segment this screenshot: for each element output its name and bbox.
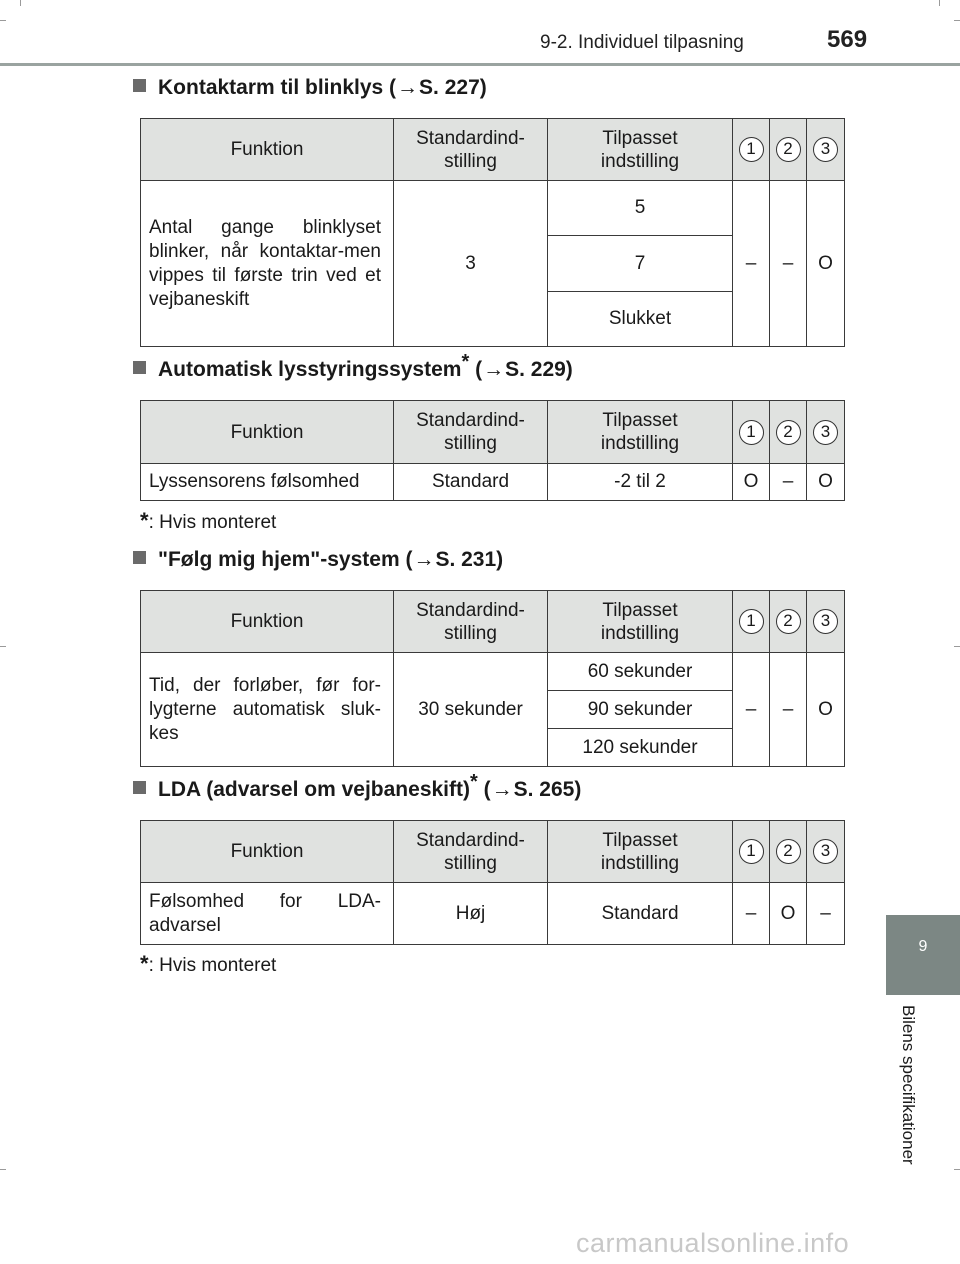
function-cell: Antal gange blinklyset blinker, når kontaktar-men vippes til første trin ved et vejbaneskift [141,181,394,347]
crop-mark [954,20,960,21]
circle-3-icon: 3 [813,609,838,634]
option-cell: 5 [548,181,733,236]
circle-2-icon: 2 [776,420,801,445]
crop-mark [0,20,6,21]
mark-cell: – [770,181,807,347]
option-cell: 90 sekunder [548,691,733,729]
footnote [140,951,276,977]
chapter-label [878,1005,938,1195]
function-cell: Lyssensorens følsomhed [141,464,394,501]
arrow-icon: → [397,76,419,99]
circle-1-icon: 1 [739,420,764,445]
mark-cell: O [770,883,807,945]
heading-title: LDA (advarsel om vejbaneskift) [158,778,470,801]
header-function: Funktion [141,821,394,883]
table-header-row [141,591,845,653]
section-heading [133,548,503,572]
header-function: Funktion [141,591,394,653]
table-header-row [141,821,845,883]
table-row [141,181,845,236]
header-col3 [807,821,845,883]
heading-title: Kontaktarm til blinklys ( [158,76,397,99]
circle-1-icon: 1 [739,839,764,864]
asterisk-mark: * [461,351,470,373]
option-cell: 60 sekunder [548,653,733,691]
arrow-icon: → [483,358,505,381]
bullet-square-icon [133,361,146,374]
mark-cell: – [733,653,770,767]
function-cell: Følsomhed for LDA-advarsel [141,883,394,945]
header-default: Standardind- stilling [394,401,548,464]
header-custom: Tilpasset indstilling [548,401,733,464]
crop-mark [0,646,6,647]
footnote-asterisk: * [140,951,149,976]
header-custom: Tilpasset indstilling [548,591,733,653]
footnote [140,508,276,534]
settings-table [140,590,845,767]
header-col1 [733,821,770,883]
header-col2 [770,821,807,883]
mark-cell: O [807,181,845,347]
option-cell: Slukket [548,292,733,347]
table-header-row [141,401,845,464]
option-cell: -2 til 2 [548,464,733,501]
heading-title-tail: ( [477,778,491,801]
header-col3 [807,591,845,653]
circle-1-icon: 1 [739,609,764,634]
mark-cell: O [807,653,845,767]
table-header-row [141,119,845,181]
section-title: 9-2. Individuel tilpasning [540,32,744,53]
header-col2 [770,401,807,464]
page-ref-link[interactable]: S. 265) [513,778,582,801]
mark-cell: – [770,464,807,501]
mark-cell: – [770,653,807,767]
header-custom: Tilpasset indstilling [548,119,733,181]
table-row [141,653,845,691]
page-number: 569 [827,26,868,53]
header-default: Standardind- stilling [394,591,548,653]
header-col3 [807,119,845,181]
circle-3-icon: 3 [813,839,838,864]
mark-cell: – [733,181,770,347]
page-ref-link[interactable]: S. 231) [435,548,504,571]
settings-table [140,400,845,501]
crop-mark [939,0,940,6]
header-rule [0,63,960,66]
arrow-icon: → [491,778,513,801]
table-row [141,464,845,501]
header-col2 [770,591,807,653]
header-function: Funktion [141,119,394,181]
header-col1 [733,401,770,464]
function-cell: Tid, der forløber, før for-lygterne automatisk sluk-kes [141,653,394,767]
bullet-square-icon [133,79,146,92]
header-default: Standardind- stilling [394,119,548,181]
header-col3 [807,401,845,464]
default-cell: 30 sekunder [394,653,548,767]
crop-mark [0,1169,6,1170]
default-cell: 3 [394,181,548,347]
section-heading [133,76,487,100]
footnote-text: : Hvis monteret [148,955,277,976]
circle-2-icon: 2 [776,839,801,864]
header-col1 [733,119,770,181]
header-function: Funktion [141,401,394,464]
footnote-text: : Hvis monteret [148,512,277,533]
mark-cell: – [733,883,770,945]
page-ref-link[interactable]: S. 229) [505,358,573,381]
footnote-asterisk: * [140,508,149,533]
crop-mark [954,1169,960,1170]
header-col1 [733,591,770,653]
option-cell: 120 sekunder [548,729,733,767]
asterisk-mark: * [470,771,478,793]
page-ref-link[interactable]: S. 227) [419,76,487,99]
table-row [141,883,845,945]
option-cell: Standard [548,883,733,945]
mark-cell: O [733,464,770,501]
chapter-label-text: Bilens specifikationer [899,1005,918,1165]
default-cell: Standard [394,464,548,501]
settings-table [140,118,845,347]
settings-table [140,820,845,945]
circle-2-icon: 2 [776,137,801,162]
crop-mark [20,0,21,6]
bullet-square-icon [133,781,146,794]
circle-2-icon: 2 [776,609,801,634]
bullet-square-icon [133,551,146,564]
heading-title: Automatisk lysstyringssystem [158,358,462,381]
crop-mark [954,646,960,647]
heading-title: "Følg mig hjem"-system ( [158,548,413,571]
chapter-tab: 9 [886,915,960,995]
circle-3-icon: 3 [813,420,838,445]
option-cell: 7 [548,236,733,292]
arrow-icon: → [413,548,435,571]
section-heading [133,351,573,382]
watermark: carmanualsonline.info [576,1228,850,1258]
circle-3-icon: 3 [813,137,838,162]
mark-cell: O [807,464,845,501]
header-default: Standardind- stilling [394,821,548,883]
section-heading [133,771,582,802]
header-custom: Tilpasset indstilling [548,821,733,883]
header-col2 [770,119,807,181]
circle-1-icon: 1 [739,137,764,162]
default-cell: Høj [394,883,548,945]
mark-cell: – [807,883,845,945]
heading-title-tail: ( [469,358,483,381]
